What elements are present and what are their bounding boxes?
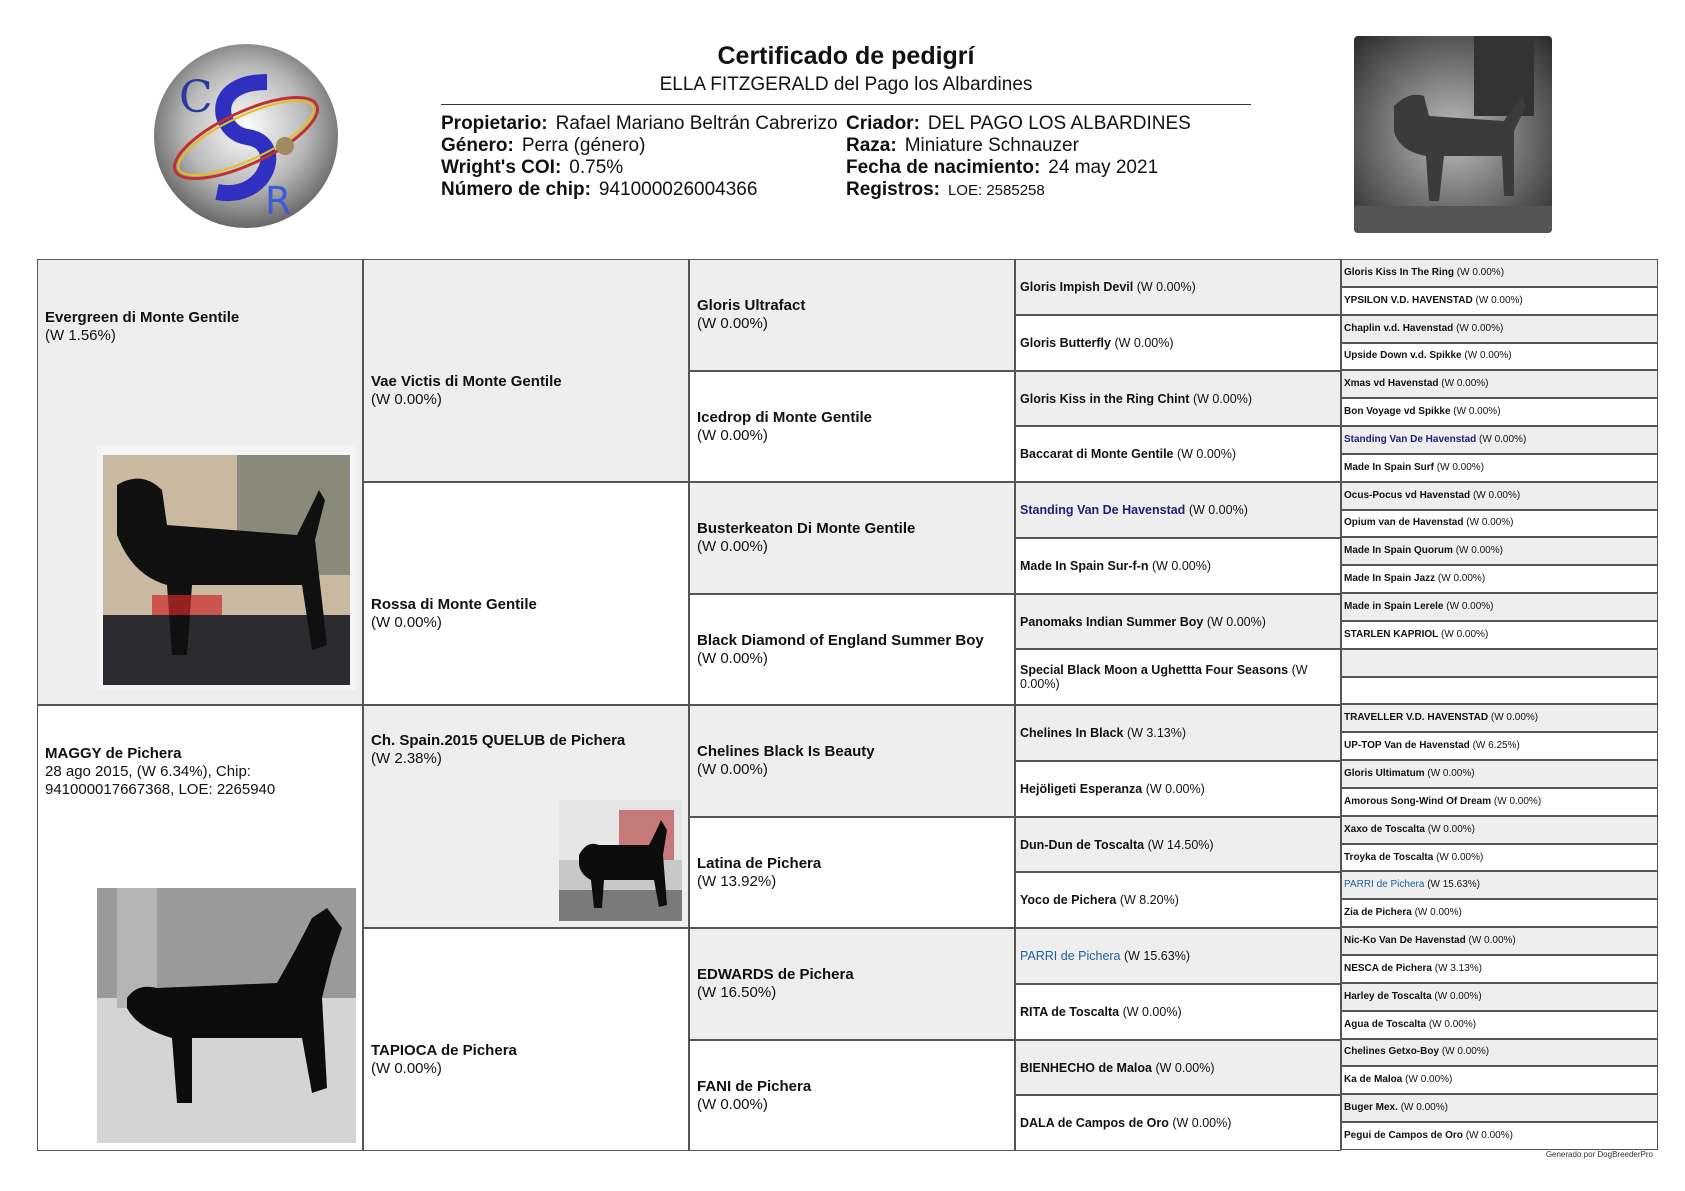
gender-row [441,135,838,157]
gen4-cell-6 [1015,538,1341,594]
gen4-cell-4 [1015,426,1341,482]
gen3-detail-2: (W 0.00%) [697,426,768,444]
gen3-detail-1: (W 0.00%) [697,315,768,332]
gen5-detail-28: (W 0.00%) [1428,1018,1477,1030]
chip-label: Número de chip: [441,179,591,200]
gen5-cell-29 [1341,1039,1658,1067]
gen5-detail-7: (W 0.00%) [1479,433,1527,445]
gen5-name-30: Ka de Maloa [1344,1074,1403,1086]
dam-name: MAGGY de Pichera [45,745,182,762]
gen5-name-3: Chaplin v.d. Havenstad [1344,322,1454,334]
gen4-cell-15 [1015,1040,1341,1095]
gen3-name-2: Icedrop di Monte Gentile [697,408,873,426]
gen3-name-7: EDWARDS de Pichera [697,966,854,983]
gen4-cell-11 [1015,817,1341,872]
gen4-cell-16 [1015,1095,1341,1151]
gen2-detail-1: (W 0.00%) [371,390,442,408]
gen5-cell-12 [1341,565,1658,593]
gen5-cell-19 [1341,760,1658,788]
gen5-detail-18: (W 6.25%) [1472,740,1520,752]
gen5-name-10: Opium van de Havenstad [1344,517,1464,529]
gen5-cell-14 [1341,621,1658,649]
gen5-detail-23: (W 15.63%) [1427,879,1480,891]
gen5-cell-7 [1341,426,1658,454]
gen4-detail-13: (W 15.63%) [1124,949,1190,963]
breed-row [846,135,1191,157]
gen5-name-9: Ocus-Pocus vd Havenstad [1344,489,1471,501]
gen3-name-8: FANI de Pichera [697,1077,812,1095]
registries-value: LOE: 2585258 [947,182,1045,199]
gen4-name-2: Gloris Butterfly [1020,336,1111,350]
header-divider [441,104,1251,105]
gen4-cell-5 [1015,482,1341,538]
gen4-name-5[interactable]: Standing Van De Havenstad [1020,503,1186,517]
birthdate-value: 24 may 2021 [1048,157,1159,178]
gen4-detail-12: (W 8.20%) [1119,893,1179,907]
gen3-detail-8: (W 0.00%) [697,1095,768,1113]
gen5-cell-16 [1341,677,1658,705]
gen4-detail-6: (W 0.00%) [1151,559,1212,573]
gen5-cell-23 [1341,871,1658,899]
gen3-cell-6 [689,817,1015,928]
gen4-detail-1: (W 0.00%) [1136,280,1196,294]
gen5-cell-24 [1341,899,1658,927]
gen4-detail-15: (W 0.00%) [1155,1060,1215,1075]
gen2-detail-2: (W 0.00%) [371,613,442,631]
breed-value: Miniature Schnauzer [904,135,1079,156]
gen5-name-32: Pegui de Campos de Oro [1344,1129,1463,1141]
svg-text:R: R [265,179,292,223]
certificate-title: Certificado de pedigrí [717,42,975,70]
gen5-cell-1 [1341,259,1658,287]
gen5-detail-5: (W 0.00%) [1441,378,1489,390]
coi-row [441,157,838,179]
gen4-name-6: Made In Spain Sur-f-n [1020,559,1149,573]
gen4-name-11: Dun-Dun de Toscalta [1020,837,1145,852]
gen5-name-31: Buger Mex. [1344,1102,1398,1114]
gen5-name-28: Agua de Toscalta [1344,1018,1427,1030]
gen4-cell-14 [1015,984,1341,1040]
coi-value: 0.75% [569,157,624,178]
owner-label: Propietario: [441,113,548,134]
gen3-name-1: Gloris Ultrafact [697,297,806,314]
gen5-detail-20: (W 0.00%) [1493,795,1542,807]
gen5-detail-1: (W 0.00%) [1456,266,1505,278]
gen4-name-3: Gloris Kiss in the Ring Chint [1020,391,1190,406]
gen4-name-4: Baccarat di Monte Gentile [1020,447,1174,461]
gen5-name-26: NESCA de Pichera [1344,962,1432,974]
gen5-cell-17 [1341,704,1658,732]
kennel-logo [147,42,345,230]
gen5-detail-12: (W 0.00%) [1437,573,1486,585]
gen3-cell-4 [689,594,1015,705]
gen4-detail-4: (W 0.00%) [1177,447,1237,461]
gen5-cell-31 [1341,1094,1658,1122]
gen4-name-9: Chelines In Black [1020,726,1124,740]
gen4-name-10: Hejöligeti Esperanza [1020,782,1143,796]
gen5-name-5: Xmas vd Havenstad [1344,378,1439,390]
birthdate-label: Fecha de nacimiento: [846,157,1041,178]
gen4-cell-3 [1015,371,1341,426]
gen4-detail-8: (W 0.00%) [1020,663,1308,691]
gen4-name-16: DALA de Campos de Oro [1020,1116,1169,1130]
gen3-name-5: Chelines Black Is Beauty [697,743,875,760]
gen2-cell-1 [363,259,689,482]
gen4-name-14: RITA de Toscalta [1020,1005,1120,1019]
gen5-cell-4 [1341,343,1658,371]
gen4-name-12: Yoco de Pichera [1020,893,1117,907]
coi-label: Wright's COI: [441,157,562,178]
footer-credit: Generado por DogBreederPro [1545,1150,1653,1159]
gen5-detail-27: (W 0.00%) [1434,990,1482,1002]
gen5-name-19: Gloris Ultimatum [1344,768,1425,780]
gen2-cell-4 [363,928,689,1151]
gen5-cell-26 [1341,955,1658,983]
gen5-name-29: Chelines Getxo-Boy [1344,1046,1440,1058]
gen5-detail-10: (W 0.00%) [1466,517,1514,529]
gen2-detail-3: (W 2.38%) [371,750,442,767]
gen5-cell-27 [1341,983,1658,1011]
gen5-detail-31: (W 0.00%) [1400,1102,1448,1114]
gen5-name-20: Amorous Song-Wind Of Dream [1344,795,1492,807]
gen5-name-1: Gloris Kiss In The Ring [1344,266,1455,278]
gen5-cell-10 [1341,510,1658,538]
chip-value: 941000026004366 [598,179,758,200]
gen5-detail-14: (W 0.00%) [1441,628,1489,640]
gen5-name-21: Xaxo de Toscalta [1344,823,1425,835]
gen3-detail-4: (W 0.00%) [697,649,768,667]
gen5-detail-9: (W 0.00%) [1472,489,1521,501]
gen5-detail-25: (W 0.00%) [1468,935,1516,947]
gen4-detail-5: (W 0.00%) [1188,503,1248,517]
gen5-name-12: Made In Spain Jazz [1344,573,1436,585]
gen4-detail-7: (W 0.00%) [1206,614,1266,629]
gen4-name-1: Gloris Impish Devil [1020,280,1134,294]
gen4-cell-12 [1015,872,1341,928]
gender-value: Perra (género) [521,135,646,156]
gen4-cell-8 [1015,649,1341,705]
registries-label: Registros: [846,179,940,200]
gen2-name-2: Rossa di Monte Gentile [371,595,537,613]
gen5-cell-11 [1341,537,1658,565]
gen2-cell-2 [363,482,689,705]
gen5-detail-11: (W 0.00%) [1455,545,1503,557]
gen2-name-1: Vae Victis di Monte Gentile [371,372,562,390]
gen5-detail-32: (W 0.00%) [1465,1129,1513,1141]
gen5-name-13: Made in Spain Lerele [1344,600,1444,612]
gen5-cell-15 [1341,649,1658,677]
gen4-detail-3: (W 0.00%) [1192,391,1252,406]
gen5-name-23[interactable]: PARRI de Pichera [1344,879,1425,891]
gen5-name-17: TRAVELLER V.D. HAVENSTAD [1344,712,1489,724]
chip-row [441,179,838,201]
gen5-name-4: Upside Down v.d. Spikke [1344,350,1462,362]
gen5-detail-24: (W 0.00%) [1414,907,1462,919]
gen5-cell-28 [1341,1011,1658,1039]
gen5-detail-4: (W 0.00%) [1464,350,1512,362]
gen5-detail-29: (W 0.00%) [1441,1046,1490,1058]
gen5-detail-2: (W 0.00%) [1475,294,1523,306]
gen2-name-3: Ch. Spain.2015 QUELUB de Pichera [371,732,626,749]
gen5-detail-8: (W 0.00%) [1436,461,1485,473]
gen5-cell-6 [1341,398,1658,426]
gen5-detail-6: (W 0.00%) [1453,406,1501,418]
breed-label: Raza: [846,135,897,156]
gen5-cell-2 [1341,287,1658,315]
gen5-cell-22 [1341,844,1658,872]
gen5-detail-3: (W 0.00%) [1456,322,1504,334]
gen3-detail-3: (W 0.00%) [697,538,768,555]
dam-photo [97,888,356,1143]
gen4-detail-11: (W 14.50%) [1147,837,1214,852]
owner-value: Rafael Mariano Beltrán Cabrerizo [555,113,838,134]
birthdate-row [846,157,1191,179]
gen4-detail-2: (W 0.00%) [1114,336,1174,350]
gen2-photo-quelub [559,800,682,921]
sire-photo [97,445,356,690]
gen5-cell-30 [1341,1066,1658,1094]
gen5-detail-30: (W 0.00%) [1405,1074,1453,1086]
gen5-name-27: Harley de Toscalta [1344,990,1432,1002]
svg-text:C: C [179,72,213,123]
gen5-name-25: Nic-Ko Van De Havenstad [1344,935,1466,947]
info-left [441,113,838,201]
gen3-detail-6: (W 13.92%) [697,872,777,890]
gen5-name-24: Zia de Pichera [1344,907,1412,919]
breeder-label: Criador: [846,113,920,134]
gen4-detail-10: (W 0.00%) [1145,782,1205,796]
gen5-name-22: Troyka de Toscalta [1344,851,1434,863]
gen3-cell-2 [689,371,1015,482]
gen3-name-3: Busterkeaton Di Monte Gentile [697,520,916,537]
gen5-detail-19: (W 0.00%) [1427,768,1475,780]
gen5-name-14: STARLEN KAPRIOL [1344,628,1439,640]
gen5-cell-8 [1341,454,1658,482]
gen2-detail-4: (W 0.00%) [371,1059,442,1077]
gen2-name-4: TAPIOCA de Pichera [371,1041,517,1059]
gen4-name-8: Special Black Moon a Ughettta Four Seasons [1020,663,1289,677]
gen4-cell-2 [1015,315,1341,371]
gen5-cell-21 [1341,816,1658,844]
gen4-name-13[interactable]: PARRI de Pichera [1020,949,1121,963]
gen5-name-18: UP-TOP Van de Havenstad [1344,740,1470,752]
gen5-name-6: Bon Voyage vd Spikke [1344,406,1451,418]
gen4-cell-13 [1015,928,1341,984]
breeder-row [846,113,1191,135]
gen3-detail-7: (W 16.50%) [697,984,777,1001]
gen5-detail-22: (W 0.00%) [1436,851,1484,863]
gen3-cell-8 [689,1040,1015,1151]
gen3-cell-1 [689,259,1015,371]
gen5-detail-21: (W 0.00%) [1427,823,1475,835]
dam-detail: 28 ago 2015, (W 6.34%), Chip: 941000017667368, LOE: 2265940 [45,763,276,798]
gen3-cell-7 [689,928,1015,1040]
gen4-detail-16: (W 0.00%) [1172,1116,1232,1130]
breeder-value: DEL PAGO LOS ALBARDINES [927,113,1191,134]
gen4-detail-9: (W 3.13%) [1127,726,1187,740]
info-right [846,113,1191,202]
gen5-name-8: Made In Spain Surf [1344,461,1435,473]
registries-row [846,179,1191,202]
gen5-detail-17: (W 0.00%) [1490,712,1539,724]
gen4-name-7: Panomaks Indian Summer Boy [1020,614,1204,629]
gen5-cell-20 [1341,788,1658,816]
gen5-cell-18 [1341,732,1658,760]
gen4-cell-10 [1015,761,1341,817]
gen3-cell-5 [689,705,1015,817]
gen4-cell-1 [1015,259,1341,315]
gen5-name-11: Made In Spain Quorum [1344,545,1453,557]
sire-name: Evergreen di Monte Gentile [45,309,240,326]
gen5-detail-13: (W 0.00%) [1446,600,1494,612]
dog-name: ELLA FITZGERALD del Pago los Albardines [659,74,1033,95]
gen4-name-15: BIENHECHO de Maloa [1020,1060,1152,1075]
gen5-cell-25 [1341,927,1658,955]
sire-detail: (W 1.56%) [45,327,116,344]
gen5-cell-3 [1341,315,1658,343]
gen4-detail-14: (W 0.00%) [1122,1005,1182,1019]
gen5-cell-13 [1341,593,1658,621]
main-dog-photo [1354,36,1552,233]
owner-row [441,113,838,135]
gen4-cell-7 [1015,594,1341,649]
gen5-name-7[interactable]: Standing Van De Havenstad [1344,433,1477,445]
gen3-detail-5: (W 0.00%) [697,761,768,778]
gen4-cell-9 [1015,705,1341,761]
gen3-name-6: Latina de Pichera [697,854,822,872]
gender-label: Género: [441,135,514,156]
gen5-cell-5 [1341,370,1658,398]
gen3-name-4: Black Diamond of England Summer Boy [697,631,984,649]
gen5-cell-32 [1341,1122,1658,1150]
gen5-name-2: YPSILON V.D. HAVENSTAD [1344,294,1473,306]
gen5-detail-26: (W 3.13%) [1434,962,1483,974]
gen5-cell-9 [1341,482,1658,510]
gen3-cell-3 [689,482,1015,594]
